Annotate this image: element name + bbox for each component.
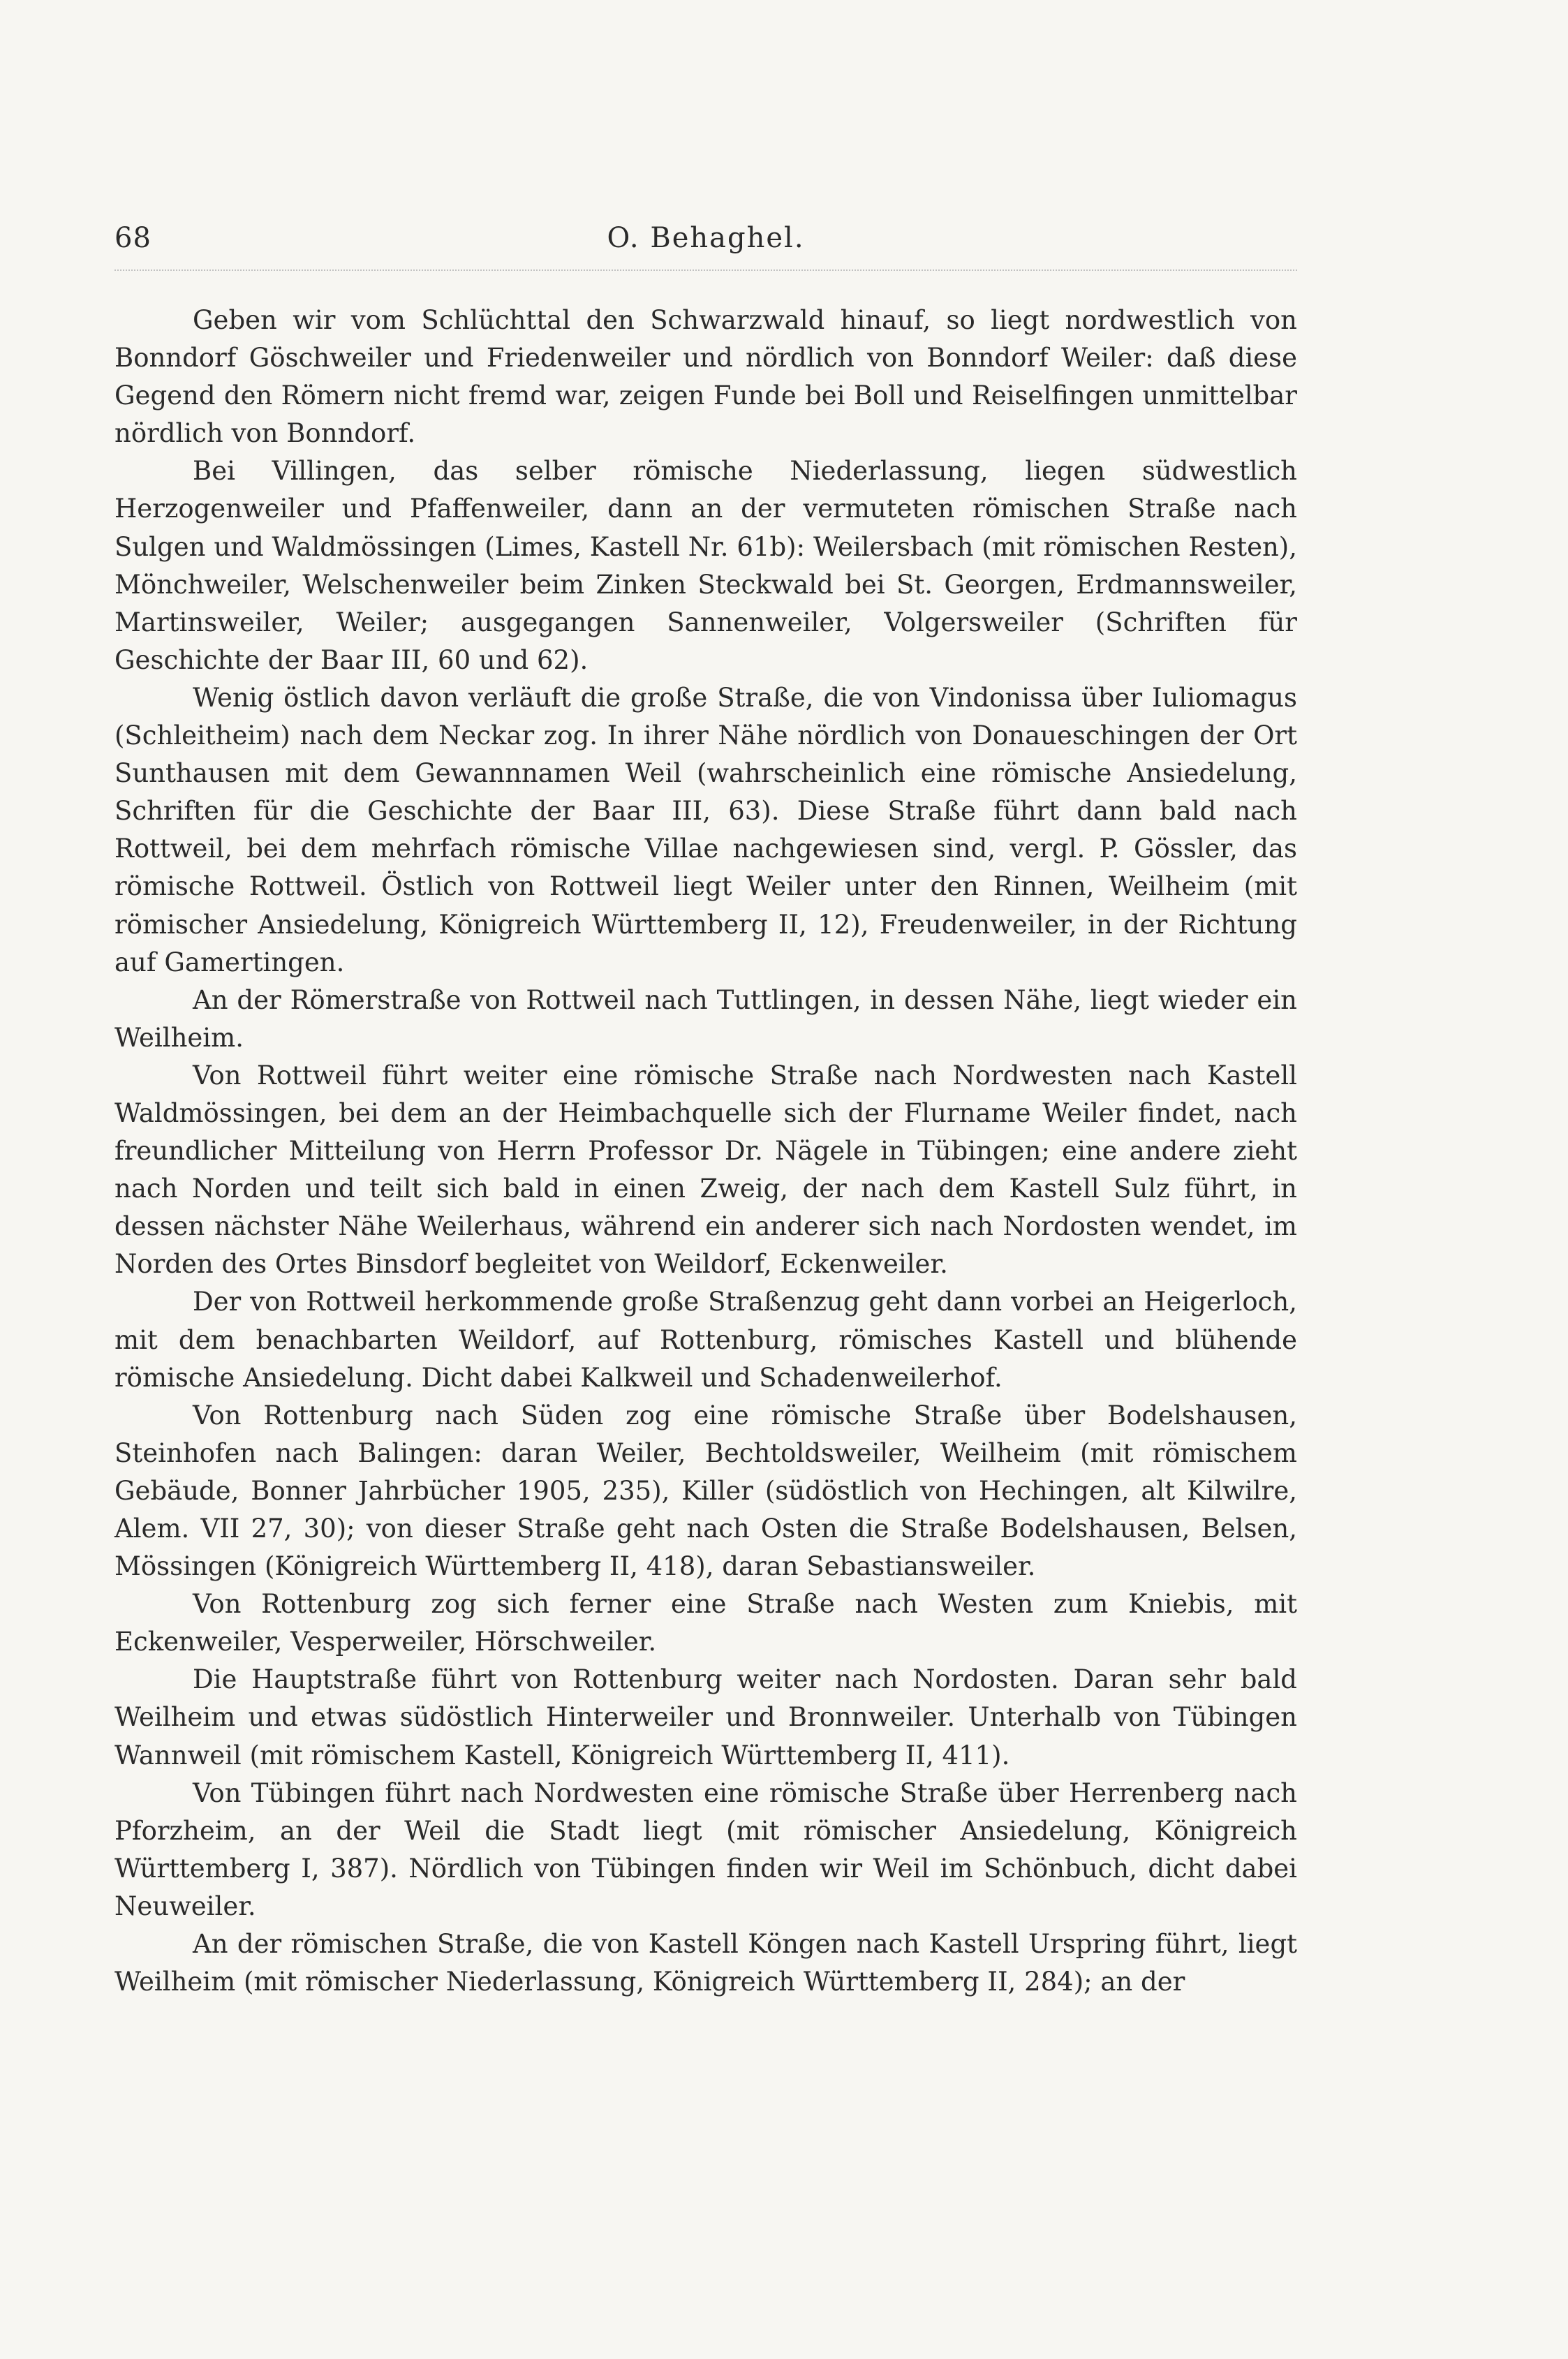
paragraph-7: Von Rottenburg nach Süden zog eine römische Straße über Bodelshausen, Steinhofen nach Balingen: daran Weiler, Bechtoldsweiler, Weilheim (mit römischem Gebäude, Bonner Jahrbücher 1905, 235), Killer (südöstlich von Hechingen, alt Kilwilre, Alem. VII 27, 30); von dieser Straße geht nach Osten die Straße Bodelshausen, Belsen, Mössingen (Königreich Württemberg II, 418), daran Sebastiansweiler. (114, 1400, 1297, 1582)
paragraph-4: An der Römerstraße von Rottweil nach Tuttlingen, in dessen Nähe, liegt wieder ein Weilheim. (114, 984, 1297, 1053)
paragraph-8: Von Rottenburg zog sich ferner eine Straße nach Westen zum Kniebis, mit Eckenweiler, Vesperweiler, Hörschweiler. (114, 1589, 1297, 1657)
paragraph-6: Der von Rottweil herkommende große Straßenzug geht dann vorbei an Heigerloch, mit dem benachbarten Weildorf, auf Rottenburg, römisches Kastell und blühende römische Ansiedelung. Dicht dabei Kalkweil und Schadenweilerhof. (114, 1287, 1297, 1393)
paragraph-10: Von Tübingen führt nach Nordwesten eine römische Straße über Herrenberg nach Pforzheim, an der Weil die Stadt liegt (mit römischer Ansiedelung, Königreich Württemberg I, 387). Nördlich von Tübingen finden wir Weil im Schönbuch, dicht dabei Neuweiler. (114, 1777, 1297, 1921)
paragraph-9: Die Hauptstraße führt von Rottenburg weiter nach Nordosten. Daran sehr bald Weilheim und etwas südöstlich Hinterweiler und Bronnweiler. Unterhalb von Tübingen Wannweil (mit römischem Kastell, Königreich Württemberg II, 411). (114, 1664, 1297, 1770)
paragraph-5: Von Rottweil führt weiter eine römische Straße nach Nordwesten nach Kastell Waldmössingen, bei dem an der Heimbachquelle sich der Flurname Weiler findet, nach freundlicher Mitteilung von Herrn Professor Dr. Nägele in Tübingen; eine andere zieht nach Norden und teilt sich bald in einen Zweig, der nach dem Kastell Sulz führt, in dessen nächster Nähe Weilerhaus, während ein anderer sich nach Nordosten wendet, im Norden des Ortes Binsdorf begleitet von Weildorf, Eckenweiler. (114, 1060, 1297, 1280)
header-divider (114, 269, 1297, 271)
body-text (114, 302, 1297, 2001)
paragraph-11: An der römischen Straße, die von Kastell Köngen nach Kastell Urspring führt, liegt Weilheim (mit römischer Niederlassung, Königreich Württemberg II, 284); an der (114, 1929, 1297, 1997)
paragraph-2: Bei Villingen, das selber römische Niederlassung, liegen südwestlich Herzogenweiler und Pfaffenweiler, dann an der vermuteten römischen Straße nach Sulgen und Waldmössingen (Limes, Kastell Nr. 61b): Weilersbach (mit römischen Resten), Mönchweiler, Welschenweiler beim Zinken Steckwald bei St. Georgen, Erdmannsweiler, Martinsweiler, Weiler; ausgegangen Sannenweiler, Volgersweiler (Schriften für Geschichte der Baar III, 60 und 62). (114, 456, 1297, 675)
paragraph-1: Geben wir vom Schlüchttal den Schwarzwald hinauf, so liegt nordwestlich von Bonndorf Göschweiler und Friedenweiler und nördlich von Bonndorf Weiler: daß diese Gegend den Römern nicht fremd war, zeigen Funde bei Boll und Reiselfingen unmittelbar nördlich von Bonndorf. (114, 305, 1297, 449)
page-number: 68 (114, 222, 151, 254)
paragraph-3: Wenig östlich davon verläuft die große Straße, die von Vindonissa über Iuliomagus (Schleitheim) nach dem Neckar zog. In ihrer Nähe nördlich von Donaueschingen der Ort Sunthausen mit dem Gewannnamen Weil (wahrscheinlich eine römische Ansiedelung, Schriften für die Geschichte der Baar III, 63). Diese Straße führt dann bald nach Rottweil, bei dem mehrfach römische Villae nachgewiesen sind, vergl. P. Gössler, das römische Rottweil. Östlich von Rottweil liegt Weiler unter den Rinnen, Weilheim (mit römischer Ansiedelung, Königreich Württemberg II, 12), Freudenweiler, in der Richtung auf Gamertingen. (114, 682, 1297, 977)
running-title: O. Behaghel. (607, 222, 805, 254)
page-header (114, 222, 1297, 264)
